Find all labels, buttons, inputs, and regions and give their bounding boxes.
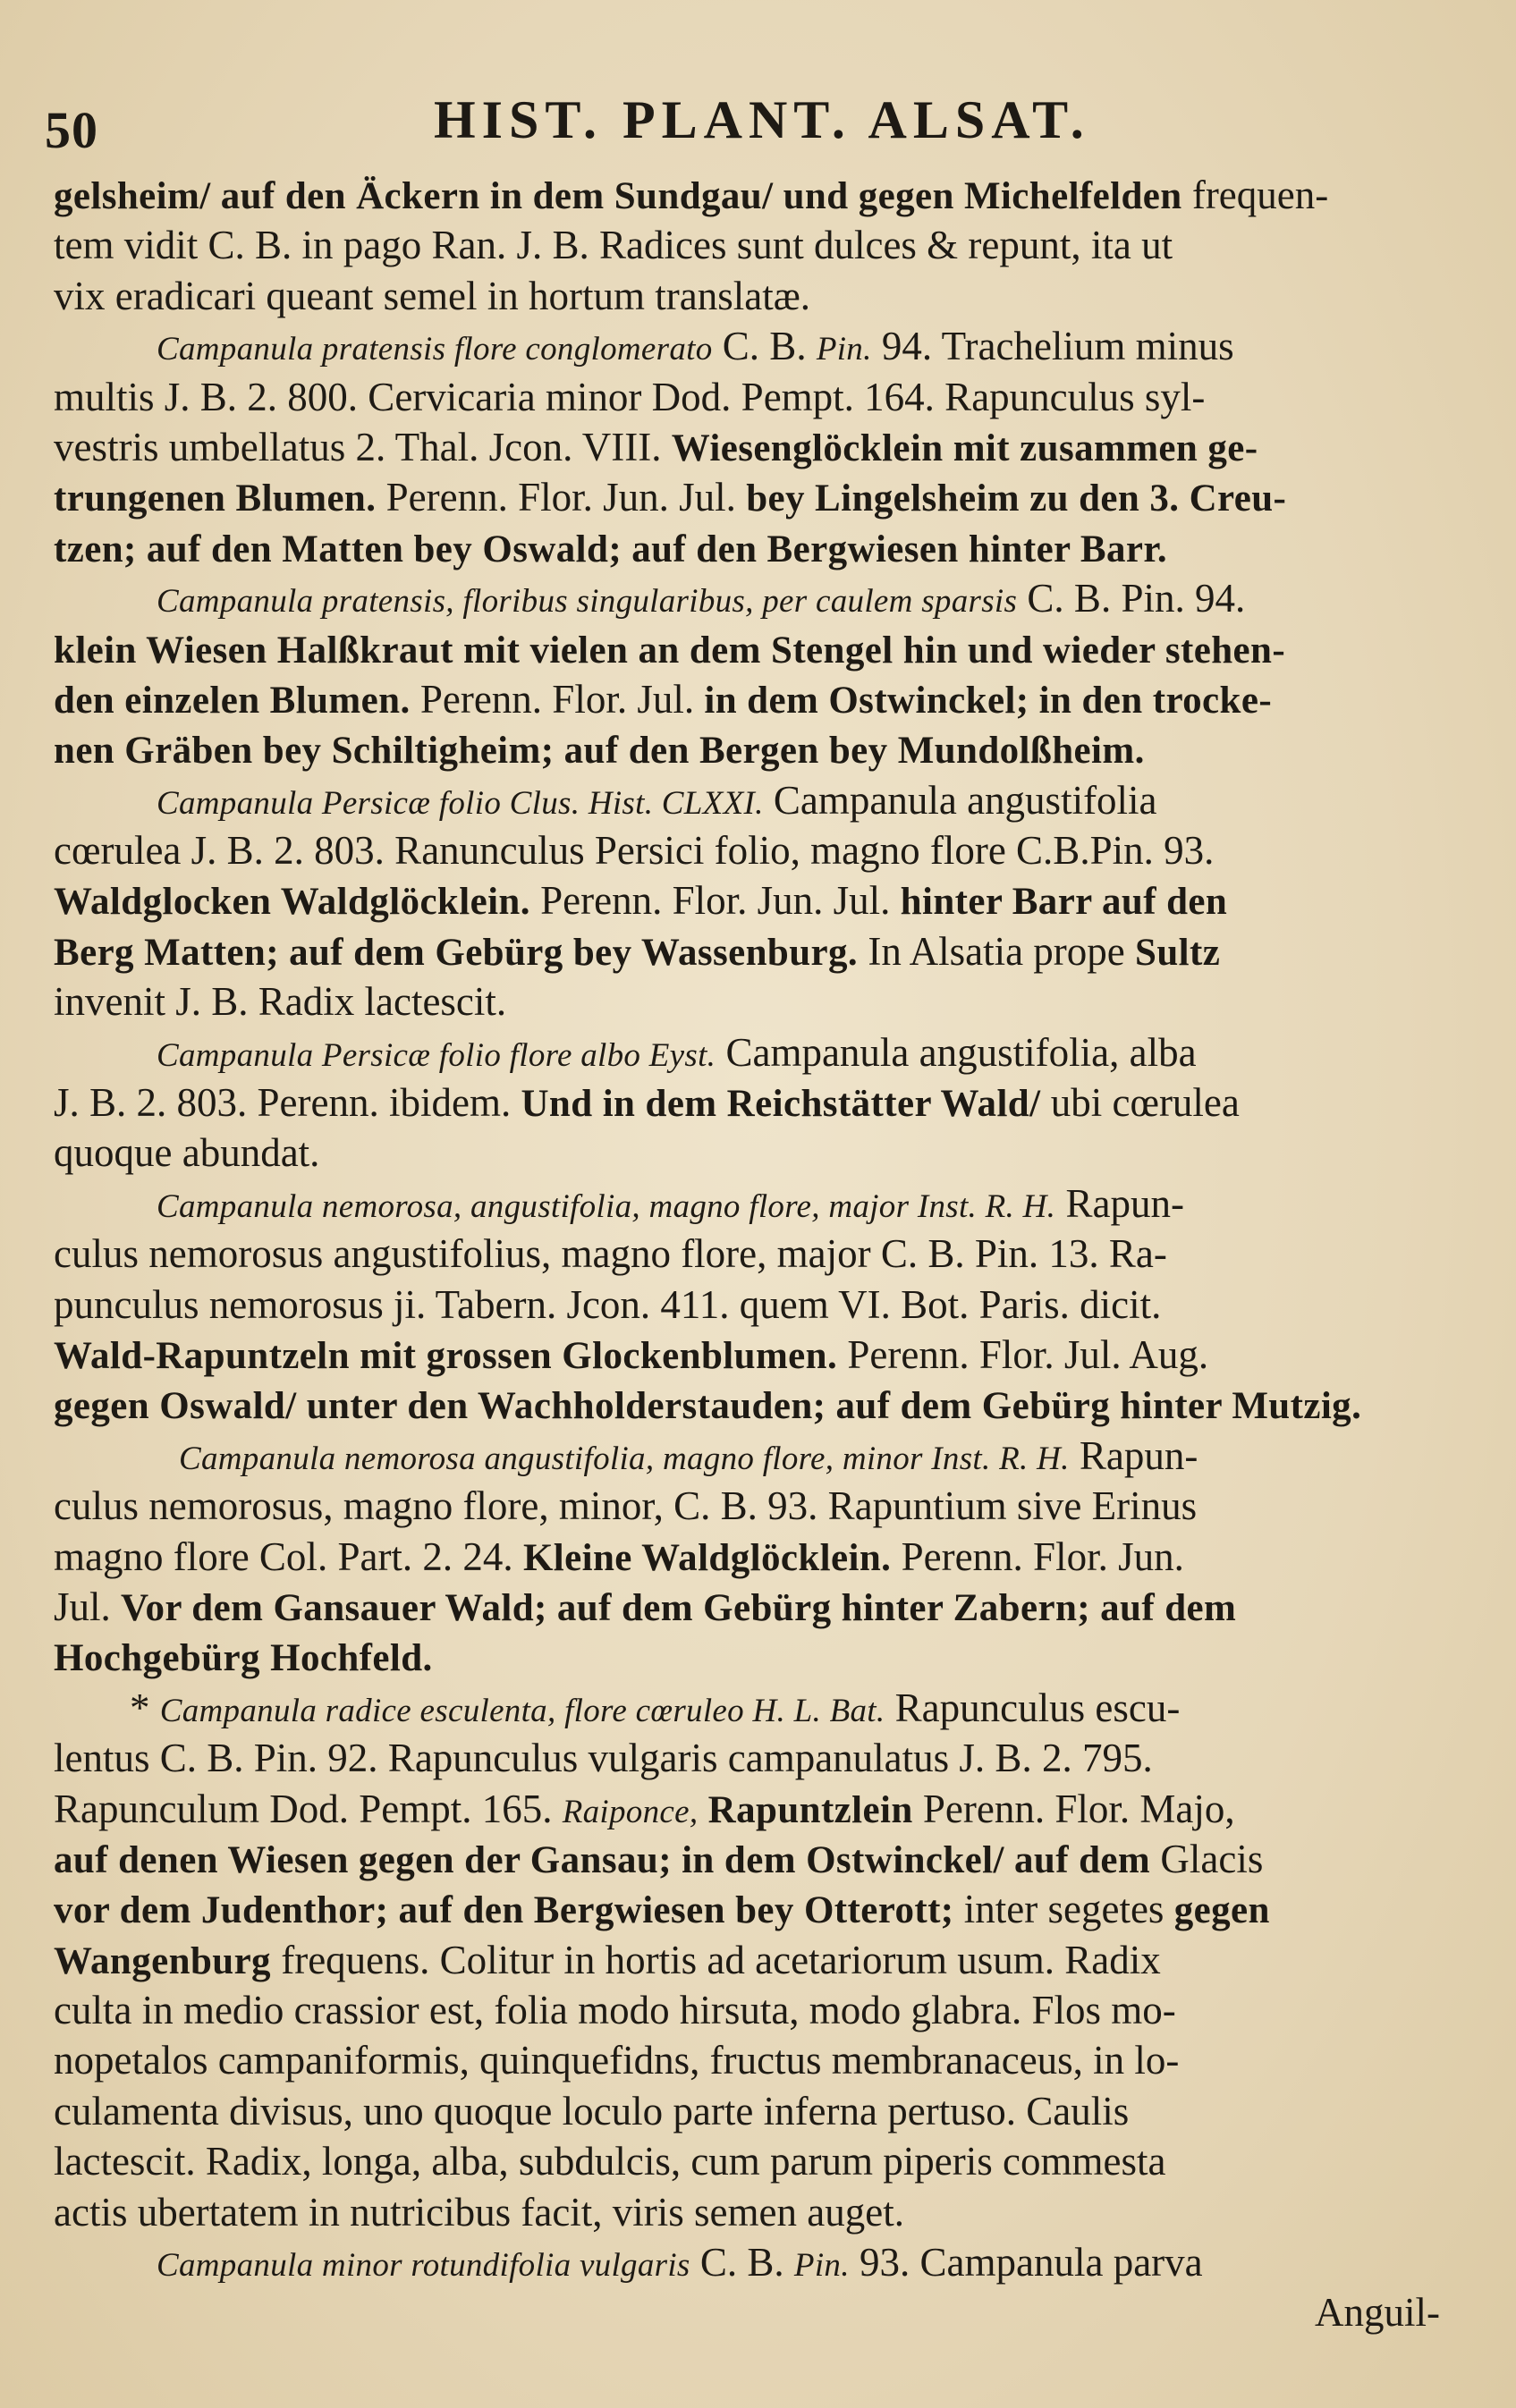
text-line	[54, 1027, 1440, 1077]
text-line	[54, 1784, 1440, 1834]
latin-italic-name: Campanula nemorosa angustifolia, magno flore, minor Inst. R. H.	[179, 1440, 1070, 1477]
body-text	[54, 170, 1440, 2338]
latin-text: J. B. 2. 803. Perenn. ibidem.	[54, 1080, 521, 1126]
latin-text: Jul.	[54, 1584, 122, 1629]
latin-text: C. B. Pin. 94.	[1017, 576, 1246, 621]
text-line	[54, 1733, 1440, 1783]
latin-text: actis ubertatem in nutricibus facit, viris semen auget.	[54, 2189, 904, 2235]
latin-text: culus nemorosus angustifolius, magno flore, major C. B. Pin. 13. Ra-	[54, 1231, 1167, 1277]
text-line	[54, 2237, 1440, 2287]
latin-text: Rapunculum Dod. Pempt. 165.	[54, 1786, 563, 1831]
text-line	[54, 1683, 1440, 1733]
text-line	[54, 1632, 1440, 1682]
text-line	[54, 976, 1440, 1027]
latin-text: 94. Trachelium minus	[871, 324, 1234, 369]
latin-italic-name: Campanula Persicæ folio Clus. Hist. CLXXI.	[157, 784, 764, 822]
text-line	[54, 573, 1440, 623]
german-fraktur-text: Kleine Waldglöcklein.	[522, 1536, 892, 1579]
text-line	[54, 1431, 1440, 1481]
latin-text: vix eradicari queant semel in hortum translatæ.	[54, 273, 810, 318]
german-fraktur-text: Vor dem Gansauer Wald; auf dem Gebürg hinter Zabern; auf dem	[121, 1586, 1237, 1629]
german-fraktur-text: den einzelen Blumen.	[54, 679, 411, 722]
latin-text: Rapun-	[1069, 1432, 1198, 1478]
latin-italic-name: Pin.	[816, 331, 872, 368]
german-fraktur-text: gegen	[1173, 1889, 1270, 1932]
latin-text: magno flore Col. Part. 2. 24.	[54, 1534, 523, 1579]
text-line	[54, 1128, 1440, 1178]
latin-text: lactescit. Radix, longa, alba, subdulcis, cum parum piperis commesta	[54, 2139, 1166, 2184]
catchword: Anguil-	[1315, 2290, 1440, 2336]
german-fraktur-text: Sultz	[1135, 931, 1221, 974]
latin-text: vestris umbellatus 2. Thal. Jcon. VIII.	[54, 424, 672, 469]
latin-text: multis J. B. 2. 800. Cervicaria minor Dod. Pempt. 164. Rapunculus syl-	[54, 374, 1206, 419]
german-fraktur-text: Wangenburg	[54, 1939, 271, 1982]
text-line	[54, 1481, 1440, 1531]
text-line	[54, 1380, 1440, 1430]
text-line	[54, 1935, 1440, 1985]
latin-text: ubi cœrulea	[1040, 1080, 1240, 1126]
german-fraktur-text: bey Lingelsheim zu den 3. Creu-	[746, 477, 1287, 520]
text-line	[54, 775, 1440, 825]
latin-text: Perenn. Flor. Majo,	[912, 1786, 1235, 1831]
german-fraktur-text: nen Gräben bey Schiltigheim; auf den Bergen bey Mundolßheim.	[54, 730, 1145, 773]
text-line	[54, 1884, 1440, 1934]
latin-text: Campanula angustifolia	[763, 777, 1157, 823]
text-line	[54, 1834, 1440, 1884]
german-fraktur-text: klein Wiesen Halßkraut mit vielen an dem Stengel hin und wieder stehen-	[54, 629, 1286, 672]
latin-italic-name: Pin.	[793, 2247, 850, 2285]
german-fraktur-text: tzen; auf den Matten bey Oswald; auf den Bergwiesen hinter Barr.	[54, 528, 1168, 570]
german-fraktur-text: in dem Ostwinckel; in den trocke-	[704, 679, 1273, 722]
text-line	[54, 1985, 1440, 2035]
latin-text: Perenn. Flor. Jun.	[891, 1534, 1184, 1579]
latin-text: C. B.	[712, 324, 817, 369]
text-line	[54, 1330, 1440, 1380]
text-line	[54, 674, 1440, 724]
latin-text: culus nemorosus, magno flore, minor, C. B. 93. Rapuntium sive Erinus	[54, 1483, 1198, 1529]
german-fraktur-text: Rapuntzlein	[707, 1788, 913, 1831]
text-line	[54, 372, 1440, 422]
latin-text: frequen-	[1181, 173, 1329, 217]
german-fraktur-text: Und in dem Reichstätter Wald/	[521, 1083, 1041, 1126]
text-line	[54, 1229, 1440, 1279]
text-line	[54, 1280, 1440, 1330]
text-line	[54, 825, 1440, 875]
latin-text: *	[130, 1685, 160, 1730]
latin-italic-name: Raiponce,	[562, 1793, 699, 1830]
latin-text: Glacis	[1150, 1836, 1264, 1881]
german-fraktur-text: Wald-Rapuntzeln mit grossen Glockenblumen.	[54, 1334, 838, 1377]
german-fraktur-text: trungenen Blumen.	[54, 477, 377, 520]
latin-text: frequens. Colitur in hortis ad acetariorum usum. Radix	[270, 1937, 1161, 1982]
latin-text: inter segetes	[953, 1887, 1174, 1932]
latin-text: culamenta divisus, uno quoque loculo parte inferna pertuso. Caulis	[54, 2088, 1130, 2133]
latin-text: Rapun-	[1055, 1180, 1184, 1226]
latin-text: Perenn. Flor. Jul.	[410, 676, 705, 722]
german-fraktur-text: vor dem Judenthor; auf den Bergwiesen bey Otterott;	[54, 1889, 954, 1932]
latin-italic-name: Campanula minor rotundifolia vulgaris	[157, 2247, 690, 2285]
latin-text: invenit J. B. Radix lactescit.	[54, 979, 507, 1025]
text-line	[54, 271, 1440, 321]
latin-italic-name: Campanula nemorosa, angustifolia, magno flore, major Inst. R. H.	[157, 1187, 1056, 1225]
latin-text: quoque abundat.	[54, 1130, 320, 1176]
text-line	[54, 926, 1440, 976]
latin-text: Perenn. Flor. Jun. Jul.	[376, 475, 747, 520]
german-fraktur-text: Berg Matten; auf dem Gebürg bey Wassenburg.	[54, 931, 859, 974]
german-fraktur-text: Hochgebürg Hochfeld.	[54, 1637, 433, 1680]
latin-italic-name: Campanula Persicæ folio flore albo Eyst.	[157, 1036, 716, 1074]
german-fraktur-text: auf denen Wiesen gegen der Gansau; in dem Ostwinckel/ auf dem	[54, 1838, 1151, 1881]
text-line	[54, 1179, 1440, 1229]
page-number: 50	[45, 101, 98, 159]
text-line	[54, 321, 1440, 371]
text-line	[54, 2035, 1440, 2085]
latin-italic-name: Campanula radice esculenta, flore cœruleo H. L. Bat.	[159, 1692, 885, 1729]
latin-text: cœrulea J. B. 2. 803. Ranunculus Persici folio, magno flore C.B.Pin. 93.	[54, 828, 1215, 874]
text-line	[54, 875, 1440, 925]
text-line	[54, 220, 1440, 270]
latin-text: In Alsatia prope	[858, 928, 1136, 974]
text-line	[54, 170, 1440, 220]
latin-text: culta in medio crassior est, folia modo hirsuta, modo glabra. Flos mo-	[54, 1988, 1176, 2033]
latin-text: 93. Campanula parva	[849, 2240, 1203, 2285]
latin-italic-name: Campanula pratensis, floribus singularibus, per caulem sparsis	[157, 583, 1018, 621]
latin-text: C. B.	[690, 2240, 794, 2285]
text-line	[54, 724, 1440, 774]
text-line	[54, 2136, 1440, 2186]
text-line	[54, 1077, 1440, 1128]
latin-text: Perenn. Flor. Jul. Aug.	[837, 1331, 1209, 1377]
latin-text	[698, 1787, 707, 1831]
german-fraktur-text: Waldglocken Waldglöcklein.	[54, 881, 530, 924]
latin-text: Rapunculus escu-	[885, 1685, 1181, 1730]
text-line	[54, 472, 1440, 522]
latin-text: nopetalos campaniformis, quinquefidns, fructus membranaceus, in lo-	[54, 2038, 1180, 2083]
german-fraktur-text: Wiesenglöcklein mit zusammen ge-	[671, 427, 1258, 469]
text-line	[54, 2086, 1440, 2136]
text-line	[54, 523, 1440, 573]
german-fraktur-text: gelsheim/ auf den Äckern in dem Sundgau/ und gegen Michelfelden	[54, 175, 1182, 217]
latin-text: Perenn. Flor. Jun. Jul.	[529, 878, 901, 924]
latin-text: punculus nemorosus ji. Tabern. Jcon. 411. quem VI. Bot. Paris. dicit.	[54, 1281, 1162, 1327]
latin-text: lentus C. B. Pin. 92. Rapunculus vulgaris campanulatus J. B. 2. 795.	[54, 1736, 1153, 1781]
latin-italic-name: Campanula pratensis flore conglomerato	[157, 331, 713, 368]
text-line	[54, 422, 1440, 472]
text-line	[54, 624, 1440, 674]
german-fraktur-text: hinter Barr auf den	[900, 881, 1228, 924]
text-line	[54, 2187, 1440, 2237]
text-line	[54, 1582, 1440, 1632]
german-fraktur-text: gegen Oswald/ unter den Wachholderstauden; auf dem Gebürg hinter Mutzig.	[54, 1385, 1362, 1428]
latin-text: Campanula angustifolia, alba	[716, 1029, 1197, 1075]
text-line	[54, 1532, 1440, 1582]
running-title: HIST. PLANT. ALSAT.	[434, 90, 1090, 149]
latin-text: tem vidit C. B. in pago Ran. J. B. Radices sunt dulces & repunt, ita ut	[54, 223, 1173, 268]
